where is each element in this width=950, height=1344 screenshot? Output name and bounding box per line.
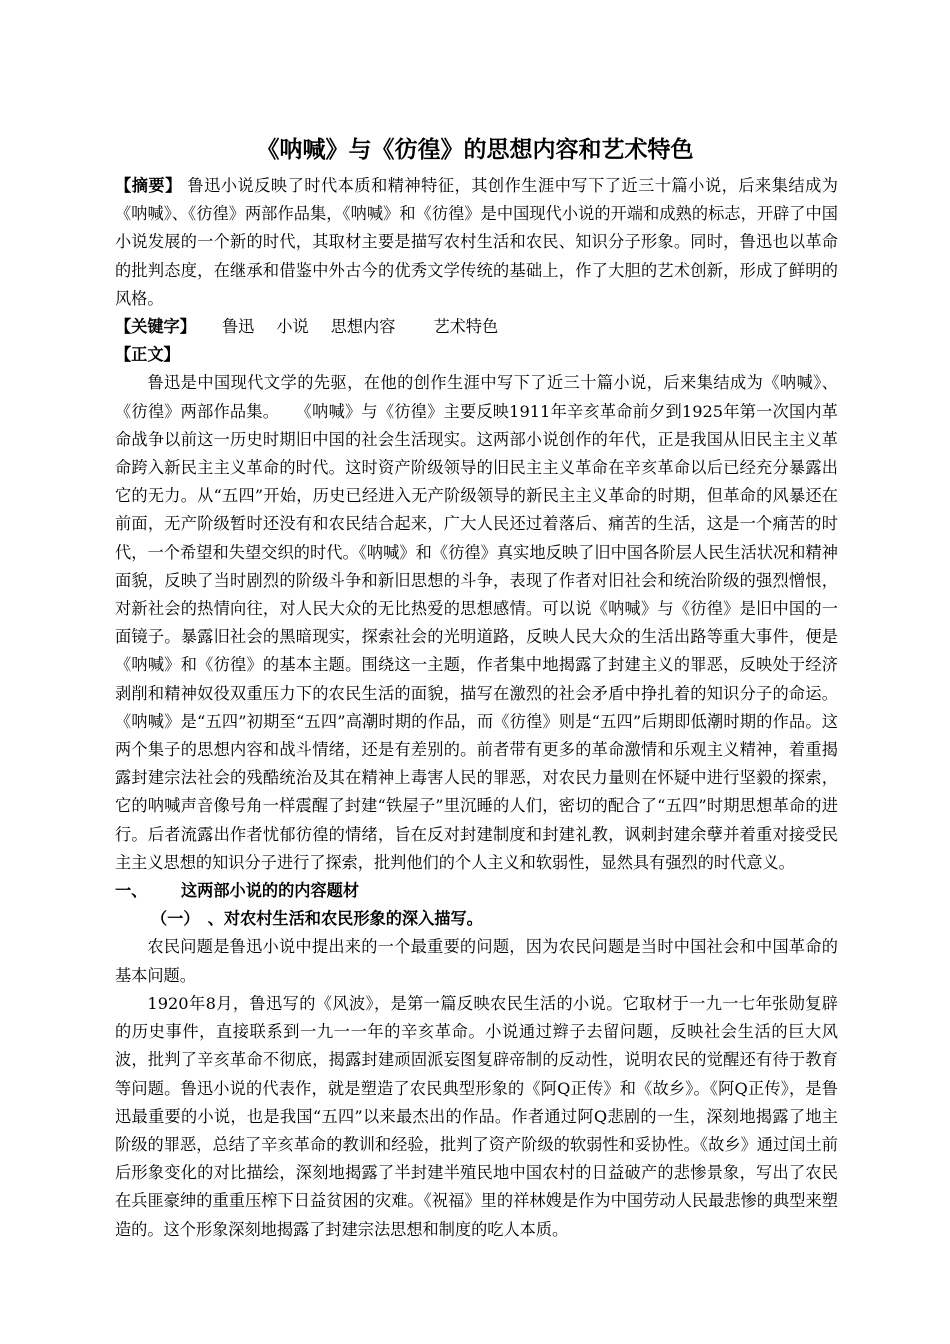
keyword-item: 小说 xyxy=(276,317,309,337)
section-title: 这两部小说的的内容题材 xyxy=(181,881,360,901)
body-label: 【正文】 xyxy=(115,345,180,365)
keyword-item: 艺术特色 xyxy=(433,317,499,337)
keyword-item: 鲁迅 xyxy=(221,317,255,337)
abstract-paragraph xyxy=(115,172,838,313)
document-title: 《呐喊》与《彷徨》的思想内容和艺术特色 xyxy=(256,137,694,163)
keywords-line xyxy=(115,313,838,341)
section-number: 一、 xyxy=(115,881,148,901)
section-heading xyxy=(115,877,838,905)
body-paragraph: 1920年8月，鲁迅写的《风波》，是第一篇反映农民生活的小说。它取材于一九一七年张勋复辟的历史事件，直接联系到一九一一年的辛亥革命。小说通过辫子去留问题，反映社会生活的巨大风波，批判了辛亥革命不彻底，揭露封建顽固派妄图复辟帝制的反动性，说明农民的觉醒还有待于教育等问题。鲁迅小说的代表作，就是塑造了农民典型形象的《阿Q正传》和《故乡》。《阿Q正传》，是鲁迅最重要的小说，也是我国“五四”以来最杰出的作品。作者通过阿Q悲剧的一生，深刻地揭露了地主阶级的罪恶，总结了辛亥革命的教训和经验，批判了资产阶级的软弱性和妥协性。《故乡》通过闰土前后形象变化的对比描绘，深刻地揭露了半封建半殖民地中国农村的日益破产的悲惨景象，写出了农民在兵匪豪绅的重重压榨下日益贫困的灾难。《祝福》里的祥林嫂是作为中国劳动人民最悲惨的典型来塑造的。这个形象深刻地揭露了封建宗法思想和制度的吃人本质。 xyxy=(115,993,838,1239)
abstract-label: 【摘要】 xyxy=(115,176,182,195)
abstract-text: 鲁迅小说反映了时代本质和精神特征，其创作生涯中写下了近三十篇小说，后来集结成为《呐喊》、《彷徨》两部作品集，《呐喊》和《彷徨》是中国现代小说的开端和成熟的标志，开辟了中国小说发展的一个新的时代，其取材主要是描写农村生活和农民、知识分子形象。同时，鲁迅也以革命的批判态度，在继承和借鉴中外古今的优秀文学传统的基础上，作了大胆的艺术创新，形成了鲜明的风格。 xyxy=(115,176,838,308)
document-body xyxy=(115,172,838,1244)
body-label-line xyxy=(115,341,838,369)
keywords-label: 【关键字】 xyxy=(115,317,196,337)
body-paragraph: 农民问题是鲁迅小说中提出来的一个最重要的问题，因为农民问题是当时中国社会和中国革命的基本问题。 xyxy=(115,937,838,985)
subsection-heading: （一） 、对农村生活和农民形象的深入描写。 xyxy=(151,909,483,929)
keyword-item: 思想内容 xyxy=(330,317,396,337)
body-paragraph: 鲁迅是中国现代文学的先驱，在他的创作生涯中写下了近三十篇小说，后来集结成为《呐喊》、《彷徨》两部作品集。 《呐喊》与《彷徨》主要反映1911年辛亥革命前夕到1925年第一次国内革命战争以前这一历史时期旧中国的社会生活现实。这两部小说创作的年代，正是我国从旧民主主义革命跨入新民主主义革命的时代。这时资产阶级领导的旧民主主义革命在辛亥革命以后已经充分暴露出它的无力。从“五四”开始，历史已经进入无产阶级领导的新民主主义革命的时期，但革命的风暴还在前面，无产阶级暂时还没有和农民结合起来，广大人民还过着落后、痛苦的生活，这是一个痛苦的时代，一个希望和失望交织的时代。《呐喊》和《彷徨》真实地反映了旧中国各阶层人民生活状况和精神面貌，反映了当时剧烈的阶级斗争和新旧思想的斗争，表现了作者对旧社会和统治阶级的强烈憎恨，对新社会的热情向往，对人民大众的无比热爱的思想感情。可以说《呐喊》与《彷徨》是旧中国的一面镜子。暴露旧社会的黑暗现实，探索社会的光明道路，反映人民大众的生活出路等重大事件，便是《呐喊》和《彷徨》的基本主题。围绕这一主题，作者集中地揭露了封建主义的罪恶，反映处于经济剥削和精神奴役双重压力下的农民生活的面貌，描写在激烈的社会矛盾中挣扎着的知识分子的命运。《呐喊》是“五四”初期至“五四”高潮时期的作品，而《彷徨》则是“五四”后期即低潮时期的作品。这两个集子的思想内容和战斗情绪，还是有差别的。前者带有更多的革命激情和乐观主义精神，着重揭露封建宗法社会的残酷统治及其在精神上毒害人民的罪恶，对农民力量则在怀疑中进行坚毅的探索，它的呐喊声音像号角一样震醒了封建“铁屋子”里沉睡的人们，密切的配合了“五四”时期思想革命的进行。后者流露出作者忧郁彷徨的情绪，旨在反对封建制度和封建礼教，讽刺封建余孽并着重对接受民主主义思想的知识分子进行了探索，批判他们的个人主义和软弱性，显然具有强烈的时代意义。 xyxy=(115,373,838,872)
